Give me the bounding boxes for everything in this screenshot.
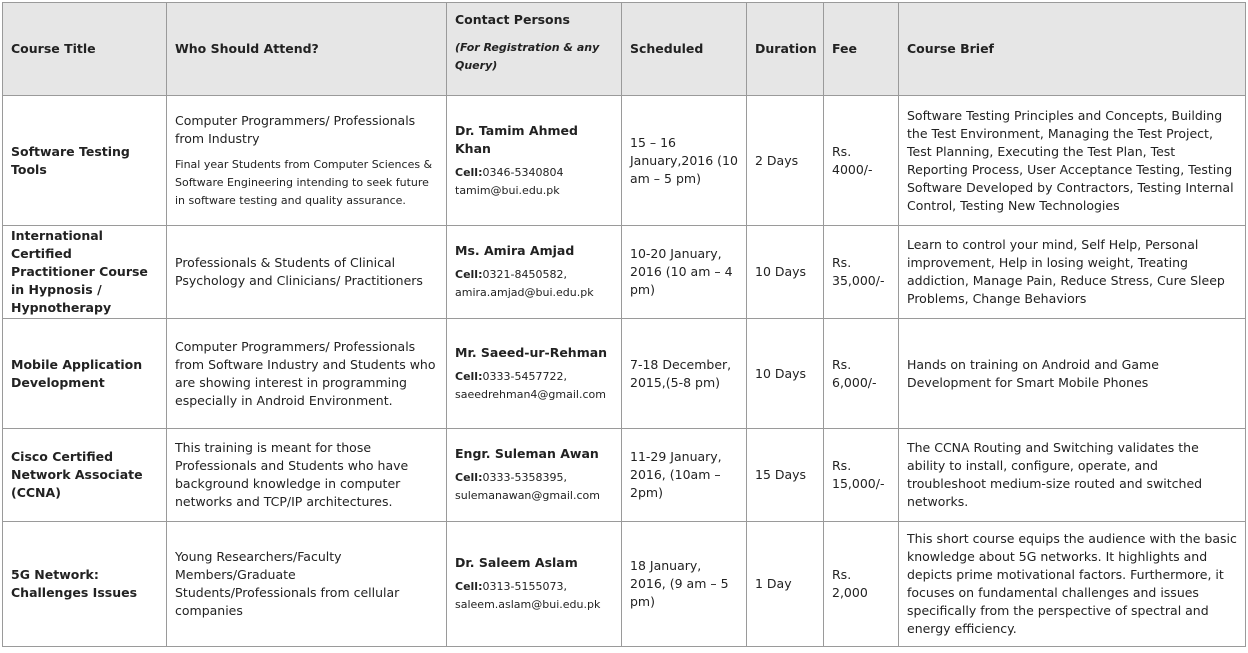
cell-number: 0346-5340804 — [482, 165, 564, 179]
course-title: 5G Network: Challenges Issues — [3, 522, 167, 647]
scheduled: 15 – 16 January,2016 (10 am – 5 pm) — [622, 96, 747, 226]
cell-label: Cell: — [455, 369, 483, 383]
contact-person — [447, 522, 622, 647]
table-row — [3, 319, 1246, 429]
duration: 2 Days — [747, 96, 824, 226]
course-brief: The CCNA Routing and Switching validates the ability to install, configure, operate, and troubleshoot medium-size routed and switched networks. — [899, 429, 1246, 522]
scheduled: 11-29 January, 2016, (10am – 2pm) — [622, 429, 747, 522]
contact-email: saeedrehman4@gmail.com — [455, 387, 606, 401]
contact-name: Mr. Saeed-ur-Rehman — [455, 344, 608, 360]
header-course-title: Course Title — [3, 3, 167, 96]
contact-email: saleem.aslam@bui.edu.pk — [455, 598, 601, 611]
header-who: Who Should Attend? — [167, 3, 447, 96]
cell-number: 0333-5457722, — [482, 369, 567, 383]
cell-label: Cell: — [455, 471, 483, 484]
contact-name: Dr. Saleem Aslam — [455, 555, 578, 570]
course-brief: Hands on training on Android and Game Development for Smart Mobile Phones — [899, 319, 1246, 429]
cell-label: Cell: — [455, 268, 483, 281]
contact-cell — [455, 164, 613, 182]
scheduled: 10-20 January, 2016 (10 am – 4 pm) — [622, 226, 747, 319]
header-contact-sub: (For Registration & any Query) — [455, 41, 600, 72]
contact-person — [447, 319, 622, 429]
header-row — [3, 3, 1246, 96]
contact-cell — [455, 469, 613, 487]
cell-number: 0313-5155073, — [482, 580, 567, 593]
contact-cell — [455, 266, 613, 284]
course-title: Software Testing Tools — [3, 96, 167, 226]
course-title: Cisco Certified Network Associate (CCNA) — [3, 429, 167, 522]
courses-table — [2, 2, 1246, 647]
contact-cell — [455, 578, 613, 596]
table-row — [3, 522, 1246, 647]
header-scheduled: Scheduled — [622, 3, 747, 96]
fee: Rs. 15,000/- — [824, 429, 899, 522]
contact-person — [447, 429, 622, 522]
course-title: Mobile Application Development — [3, 319, 167, 429]
header-duration: Duration — [747, 3, 824, 96]
contact-name: Dr. Tamim Ahmed Khan — [455, 122, 578, 156]
contact-person — [447, 96, 622, 226]
course-brief: This short course equips the audience with the basic knowledge about 5G networks. It highlights and depicts prime motivational factors. Furthermore, it focuses on fundamental challenges and issues specifically from the perspective of spectral and energy efficiency. — [899, 522, 1246, 647]
duration: 15 Days — [747, 429, 824, 522]
who-text: Computer Programmers/ Professionals from Industry — [175, 112, 416, 146]
header-contact-label: Contact Persons — [455, 12, 570, 27]
course-brief: Software Testing Principles and Concepts, Building the Test Environment, Managing the Test Project, Test Planning, Executing the Test Plan, Test Reporting Process, User Acceptance Testing, Testing Software Developed by Contractors, Testing Internal Control, Testing New Technologies — [899, 96, 1246, 226]
contact-cell — [455, 368, 613, 386]
contact-email: amira.amjad@bui.edu.pk — [455, 286, 594, 299]
duration: 10 Days — [747, 226, 824, 319]
scheduled: 18 January, 2016, (9 am – 5 pm) — [622, 522, 747, 647]
cell-number: 0321-8450582, — [482, 268, 567, 281]
contact-email: sulemanawan@gmail.com — [455, 489, 600, 502]
who-extra-text: Final year Students from Computer Sciences & Software Engineering intending to seek future in software testing and quality assurance. — [175, 157, 433, 207]
scheduled: 7-18 December, 2015,(5-8 pm) — [622, 319, 747, 429]
contact-name: Ms. Amira Amjad — [455, 243, 575, 258]
table-row — [3, 226, 1246, 319]
duration: 10 Days — [747, 319, 824, 429]
fee: Rs. 35,000/- — [824, 226, 899, 319]
fee: Rs. 2,000 — [824, 522, 899, 647]
who-should-attend: Computer Programmers/ Professionals from Software Industry and Students who are showing interest in programming especially in Android Environment. — [167, 319, 447, 429]
who-should-attend — [167, 96, 447, 226]
header-contact — [447, 3, 622, 96]
table-row — [3, 429, 1246, 522]
cell-label: Cell: — [455, 580, 483, 593]
fee: Rs. 4000/- — [824, 96, 899, 226]
cell-number: 0333-5358395, — [482, 471, 567, 484]
header-brief: Course Brief — [899, 3, 1246, 96]
duration: 1 Day — [747, 522, 824, 647]
contact-email: tamim@bui.edu.pk — [455, 183, 560, 197]
cell-label: Cell: — [455, 165, 483, 179]
header-fee: Fee — [824, 3, 899, 96]
contact-person — [447, 226, 622, 319]
who-should-attend: This training is meant for those Professionals and Students who have background knowledge in computer networks and TCP/IP architectures. — [167, 429, 447, 522]
who-should-attend: Young Researchers/Faculty Members/Graduate Students/Professionals from cellular companies — [167, 522, 447, 647]
course-title: International Certified Practitioner Course in Hypnosis / Hypnotherapy — [3, 226, 167, 319]
contact-name: Engr. Suleman Awan — [455, 446, 599, 461]
table-row — [3, 96, 1246, 226]
fee: Rs. 6,000/- — [824, 319, 899, 429]
who-should-attend: Professionals & Students of Clinical Psychology and Clinicians/ Practitioners — [167, 226, 447, 319]
course-brief: Learn to control your mind, Self Help, Personal improvement, Help in losing weight, Treating addiction, Manage Pain, Reduce Stress, Cure Sleep Problems, Change Behaviors — [899, 226, 1246, 319]
